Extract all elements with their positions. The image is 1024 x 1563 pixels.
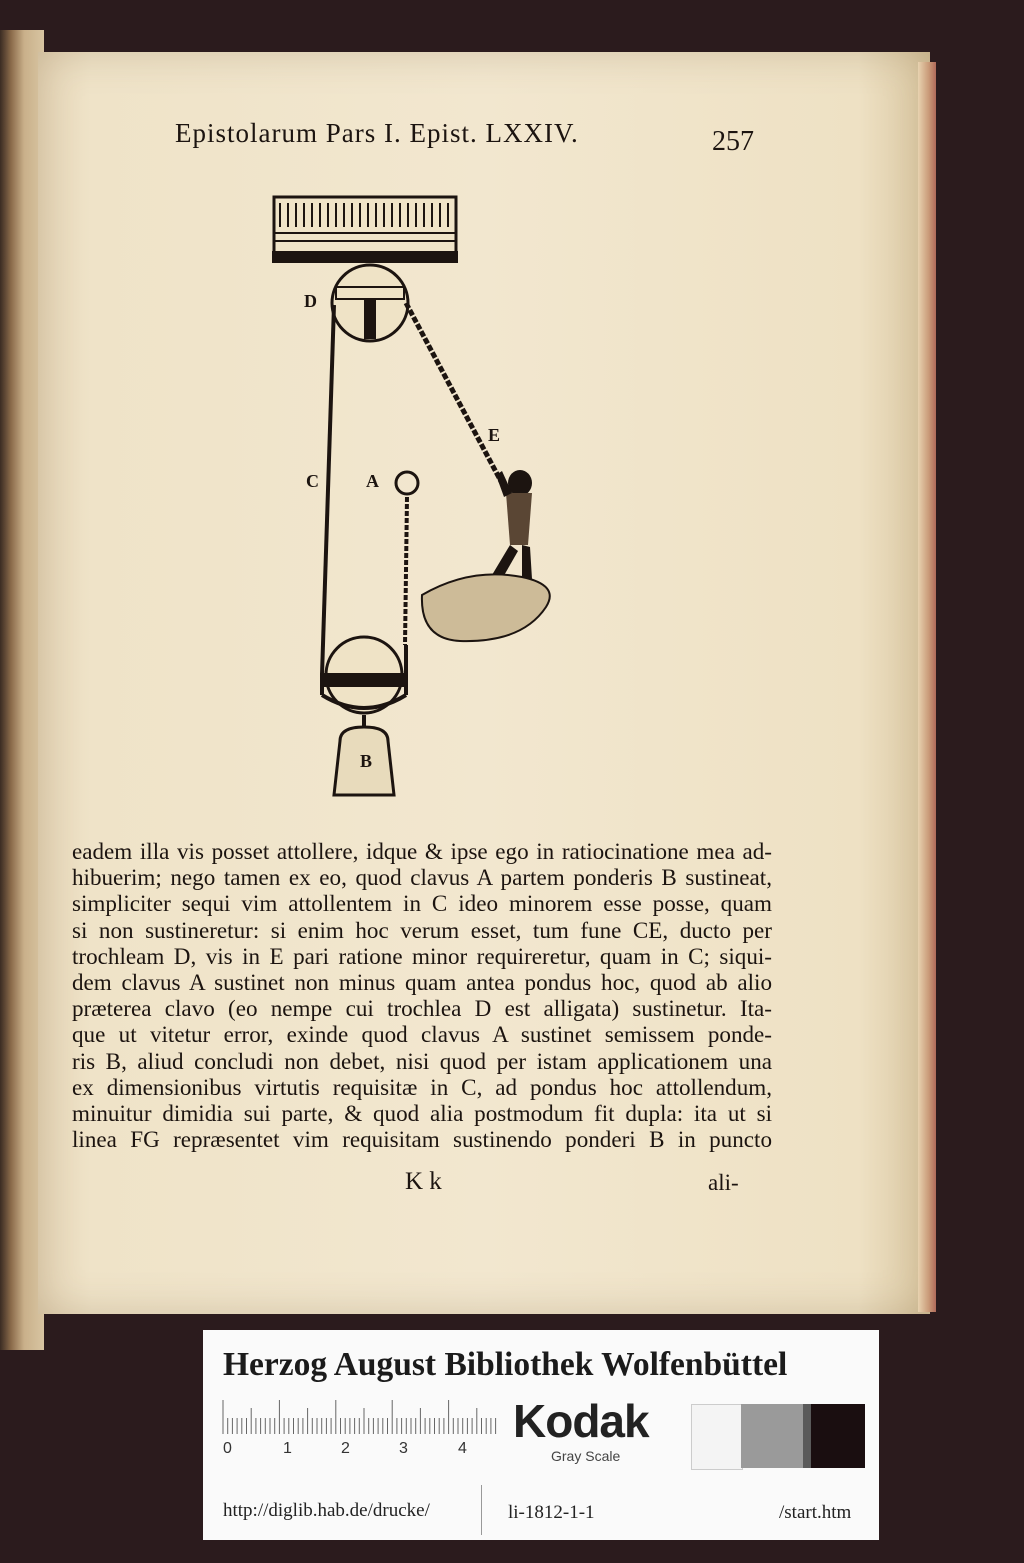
ruler-number: 4 — [458, 1440, 467, 1457]
text-line: ris B, aliud concludi non debet, nisi quod per istam applicationem una — [72, 1047, 772, 1074]
swatch-mid-gray — [741, 1404, 803, 1468]
text-line: dem clavus A sustinet non minus quam antea pondus hoc, quod ab alio — [72, 969, 772, 996]
label-d: D — [304, 291, 317, 311]
text-line: minuitur dimidia sui parte, & quod alia postmodum fit dupla: ita ut si — [72, 1100, 772, 1127]
swatch-dark-gray — [803, 1404, 811, 1468]
lower-pulley — [322, 637, 406, 731]
label-c: C — [306, 471, 319, 491]
ruler-number: 2 — [341, 1440, 350, 1457]
shelfmark: li-1812-1-1 — [508, 1502, 595, 1523]
hook-ring — [396, 472, 418, 494]
text-line: linea FG repræsentet vim requisitam sustinendo ponderi B in puncto — [72, 1126, 772, 1153]
text-line: eadem illa vis posset attollere, idque & ipse ego in ratiocinatione mea ad- — [72, 838, 772, 864]
ruler-number: 0 — [223, 1440, 232, 1457]
kodak-logo: Kodak — [513, 1395, 649, 1447]
text-line: præterea clavo (eo nempe cui trochlea D est alligata) sustinetur. Ita- — [72, 995, 772, 1022]
digital-library-url: http://diglib.hab.de/drucke/ — [223, 1500, 430, 1521]
man-figure — [492, 470, 532, 579]
library-name: Herzog August Bibliothek Wolfenbüttel — [223, 1346, 788, 1383]
gray-scale-label: Gray Scale — [551, 1448, 621, 1464]
pulley-woodcut-figure — [260, 175, 590, 815]
upper-pulley — [332, 265, 408, 341]
text-line: simpliciter sequi vim attollentem in C ideo minorem esse posse, quam — [72, 890, 772, 917]
label-e: E — [488, 425, 501, 445]
text-line: que ut vitetur error, exinde quod clavus A sustinet semissem ponde- — [72, 1021, 772, 1048]
ruler-scale — [221, 1398, 497, 1434]
swatch-white — [691, 1404, 743, 1470]
swatch-black — [811, 1404, 865, 1468]
beam — [272, 197, 458, 263]
catchword: ali- — [708, 1170, 739, 1195]
pulley-illustration — [260, 175, 590, 815]
page-fore-edge — [918, 62, 936, 1312]
page-number: 257 — [712, 126, 754, 157]
label-b: B — [360, 751, 373, 771]
text-line: hibuerim; nego tamen ex eo, quod clavus A partem ponderis B sustineat, — [72, 864, 772, 891]
body-text — [72, 838, 772, 1152]
color-target-card — [203, 1330, 879, 1540]
label-a: A — [366, 471, 379, 491]
signature-mark: K k — [405, 1168, 442, 1195]
running-head: Epistolarum Pars I. Epist. LXXIV. — [175, 118, 579, 148]
ruler-number: 3 — [399, 1440, 408, 1457]
divider — [481, 1485, 482, 1535]
text-line: ex dimensionibus virtutis requisitæ in C, ad pondus hoc attollendum, — [72, 1073, 772, 1100]
rock — [422, 574, 550, 641]
text-line: trochleam D, vis in E pari ratione minor requireretur, quam in C; siqui- — [72, 942, 772, 969]
start-page: /start.htm — [779, 1502, 852, 1523]
ruler-number: 1 — [283, 1440, 292, 1457]
text-line: si non sustineretur: si enim hoc verum esset, tum fune CE, ducto per — [72, 916, 772, 943]
